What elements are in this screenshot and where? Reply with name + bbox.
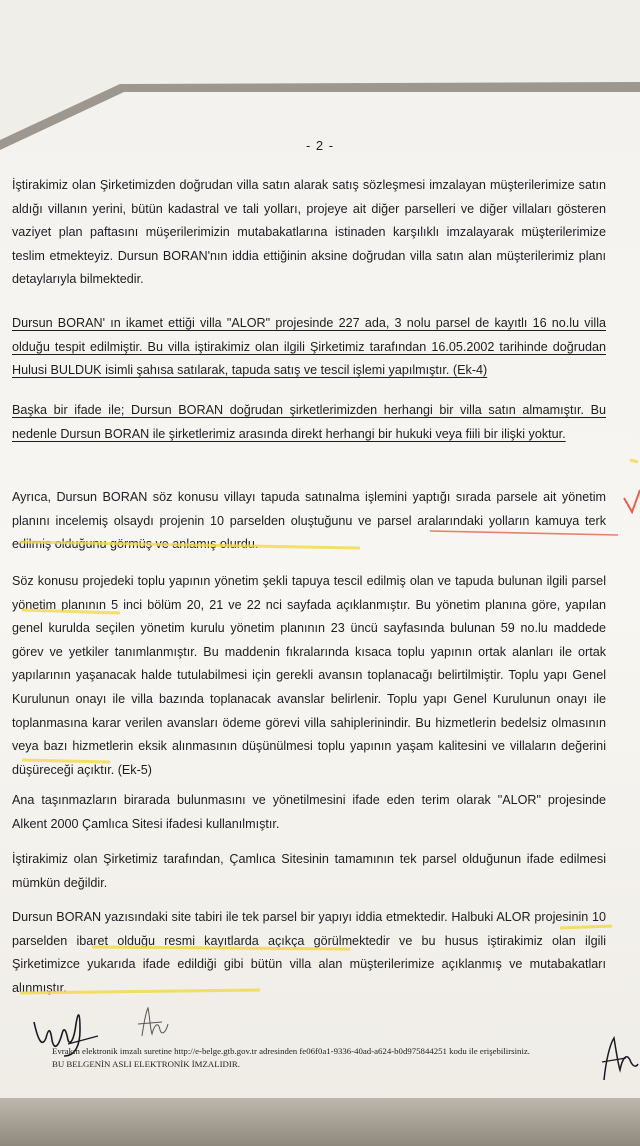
- page-number: - 2 -: [305, 138, 335, 153]
- paragraph-5: Söz konusu projedeki toplu yapının yönetim şekli tapuya tescil edilmiş olan ve tapuda bulunan ilgili parsel yönetim planının 5 inci bölüm 20, 21 ve 22 nci sayfada açıklanmıştır. Bu yönetim planına göre, yapılan genel kurulda seçilen yönetim kurulu yönetim planının 23 üncü sayfasında bulunan 59 no.lu maddede görev ve yetkiler tanımlanmıştır. Bu maddenin fıkralarında kısaca toplu yapının ortak alanları ile ortak yapılarının yaşanacak halde tutulabilmesi için gerekli avansın toplanacağı belirtilmiştir. Toplu yapı Genel Kurulunun onayı ile villa bazında toplanacak avanslar belirlenir. Toplu yapı Genel Kurulunun onayı ile toplanmasına karar verilen avansları ödeme görevi villa sahiplerinindir. Bu hizmetlerin bedelsiz olmasının veya bazı hizmetlerin eksik alınmasının düşünülmesi toplu yapının yaşam kalitesini ve villaların değerini düşüreceği açıktır. (Ek-5): [12, 574, 606, 777]
- highlight-stroke: [630, 460, 638, 462]
- paragraph-6: Ana taşınmazların birarada bulunmasını ve yönetilmesini ifade eden terim olarak "ALOR" projesinde Alkent 2000 Çamlıca Sitesi ifadesi kullanılmıştır.: [12, 793, 606, 831]
- red-check-mark: [624, 490, 640, 512]
- red-underline-stroke: [430, 531, 618, 535]
- highlight-stroke: [20, 542, 360, 548]
- highlight-stroke: [22, 610, 120, 613]
- signature-middle: [132, 1002, 182, 1042]
- paragraph-1: İştirakimiz olan Şirketimizden doğrudan villa satın alarak satış sözleşmesi imzalayan müşterilerimize satın aldığı villanın yerini, bütün kadastral ve tali yolları, projeye ait diğer parselleri ve diğer villaları gösteren vaziyet plan paftasını müşerilerimizin mutabakatlarına istinaden karşılıklı imzalayarak müşterilerimize teslim etmekteyiz. Dursun BORAN'nın iddia ettiğinin aksine doğrudan villa satın alan müşterilerimiz planı detaylarıyla bilmektedir.: [12, 178, 606, 287]
- paragraph-8: Dursun BORAN yazısındaki site tabiri ile tek parsel bir yapıyı iddia etmektedir. Halbuki ALOR projesinin 10 parselden ibaret olduğu resmi kayıtlarda açıkça görülmektedir ve bu husus iştirakimiz olan ilgili Şirketimizce yukarıda ifade edildiği gibi bütün villa alan müşterilerimize açıklanmış ve mutabakatları alınmıştır.: [12, 910, 606, 995]
- paragraph-7: İştirakimiz olan Şirketimiz tarafından, Çamlıca Sitesinin tamamının tek parsel olduğunun ifade edilmesi mümkün değildir.: [12, 852, 606, 890]
- footer-original-line: BU BELGENİN ASLI ELEKTRONİK İMZALIDIR.: [52, 1059, 240, 1069]
- electronic-signature-note: [52, 1045, 612, 1071]
- paragraph-3: Başka bir ifade ile; Dursun BORAN doğrudan şirketlerimizden herhangi bir villa satın almamıştır. Bu nedenle Dursun BORAN ile şirketlerimiz arasında direkt herhangi bir hukuki veya fiili bir ilişki yoktur.: [12, 403, 606, 441]
- footer-verification-line: Evrakın elektronik imzalı suretine http://e-belge.gtb.gov.tr adresinden fe06f0a1-9336-40ad-a624-b0d975844251 kodu ile erişebilirsiniz.: [52, 1046, 530, 1056]
- highlight-stroke: [22, 760, 110, 762]
- paragraph-4: Ayrıca, Dursun BORAN söz konusu villayı tapuda satınalma işlemini yaptığı sırada parsele ait yönetim planını incelemiş olsaydı projenin 10 parselden oluştuğunu ve parsel aralarındaki yolların kamuya terk edilmiş olduğunu görmüş ve anlamış olurdu.: [12, 490, 606, 552]
- highlight-stroke: [560, 926, 612, 928]
- highlight-stroke: [92, 947, 350, 949]
- paragraph-2: Dursun BORAN' ın ikamet ettiği villa "ALOR" projesinde 227 ada, 3 nolu parsel de kayıtlı 16 no.lu villa olduğu tespit edilmiştir. Bu villa iştirakimiz olan ilgili Şirketimiz tarafından 16.05.2002 tarihinde doğrudan Hulusi BULDUK isimli şahısa satılarak, tapuda satış ve tescil işlemi yapılmıştır. (Ek-4): [12, 316, 606, 378]
- highlight-stroke: [20, 990, 260, 993]
- page-bottom-edge: [0, 1098, 640, 1146]
